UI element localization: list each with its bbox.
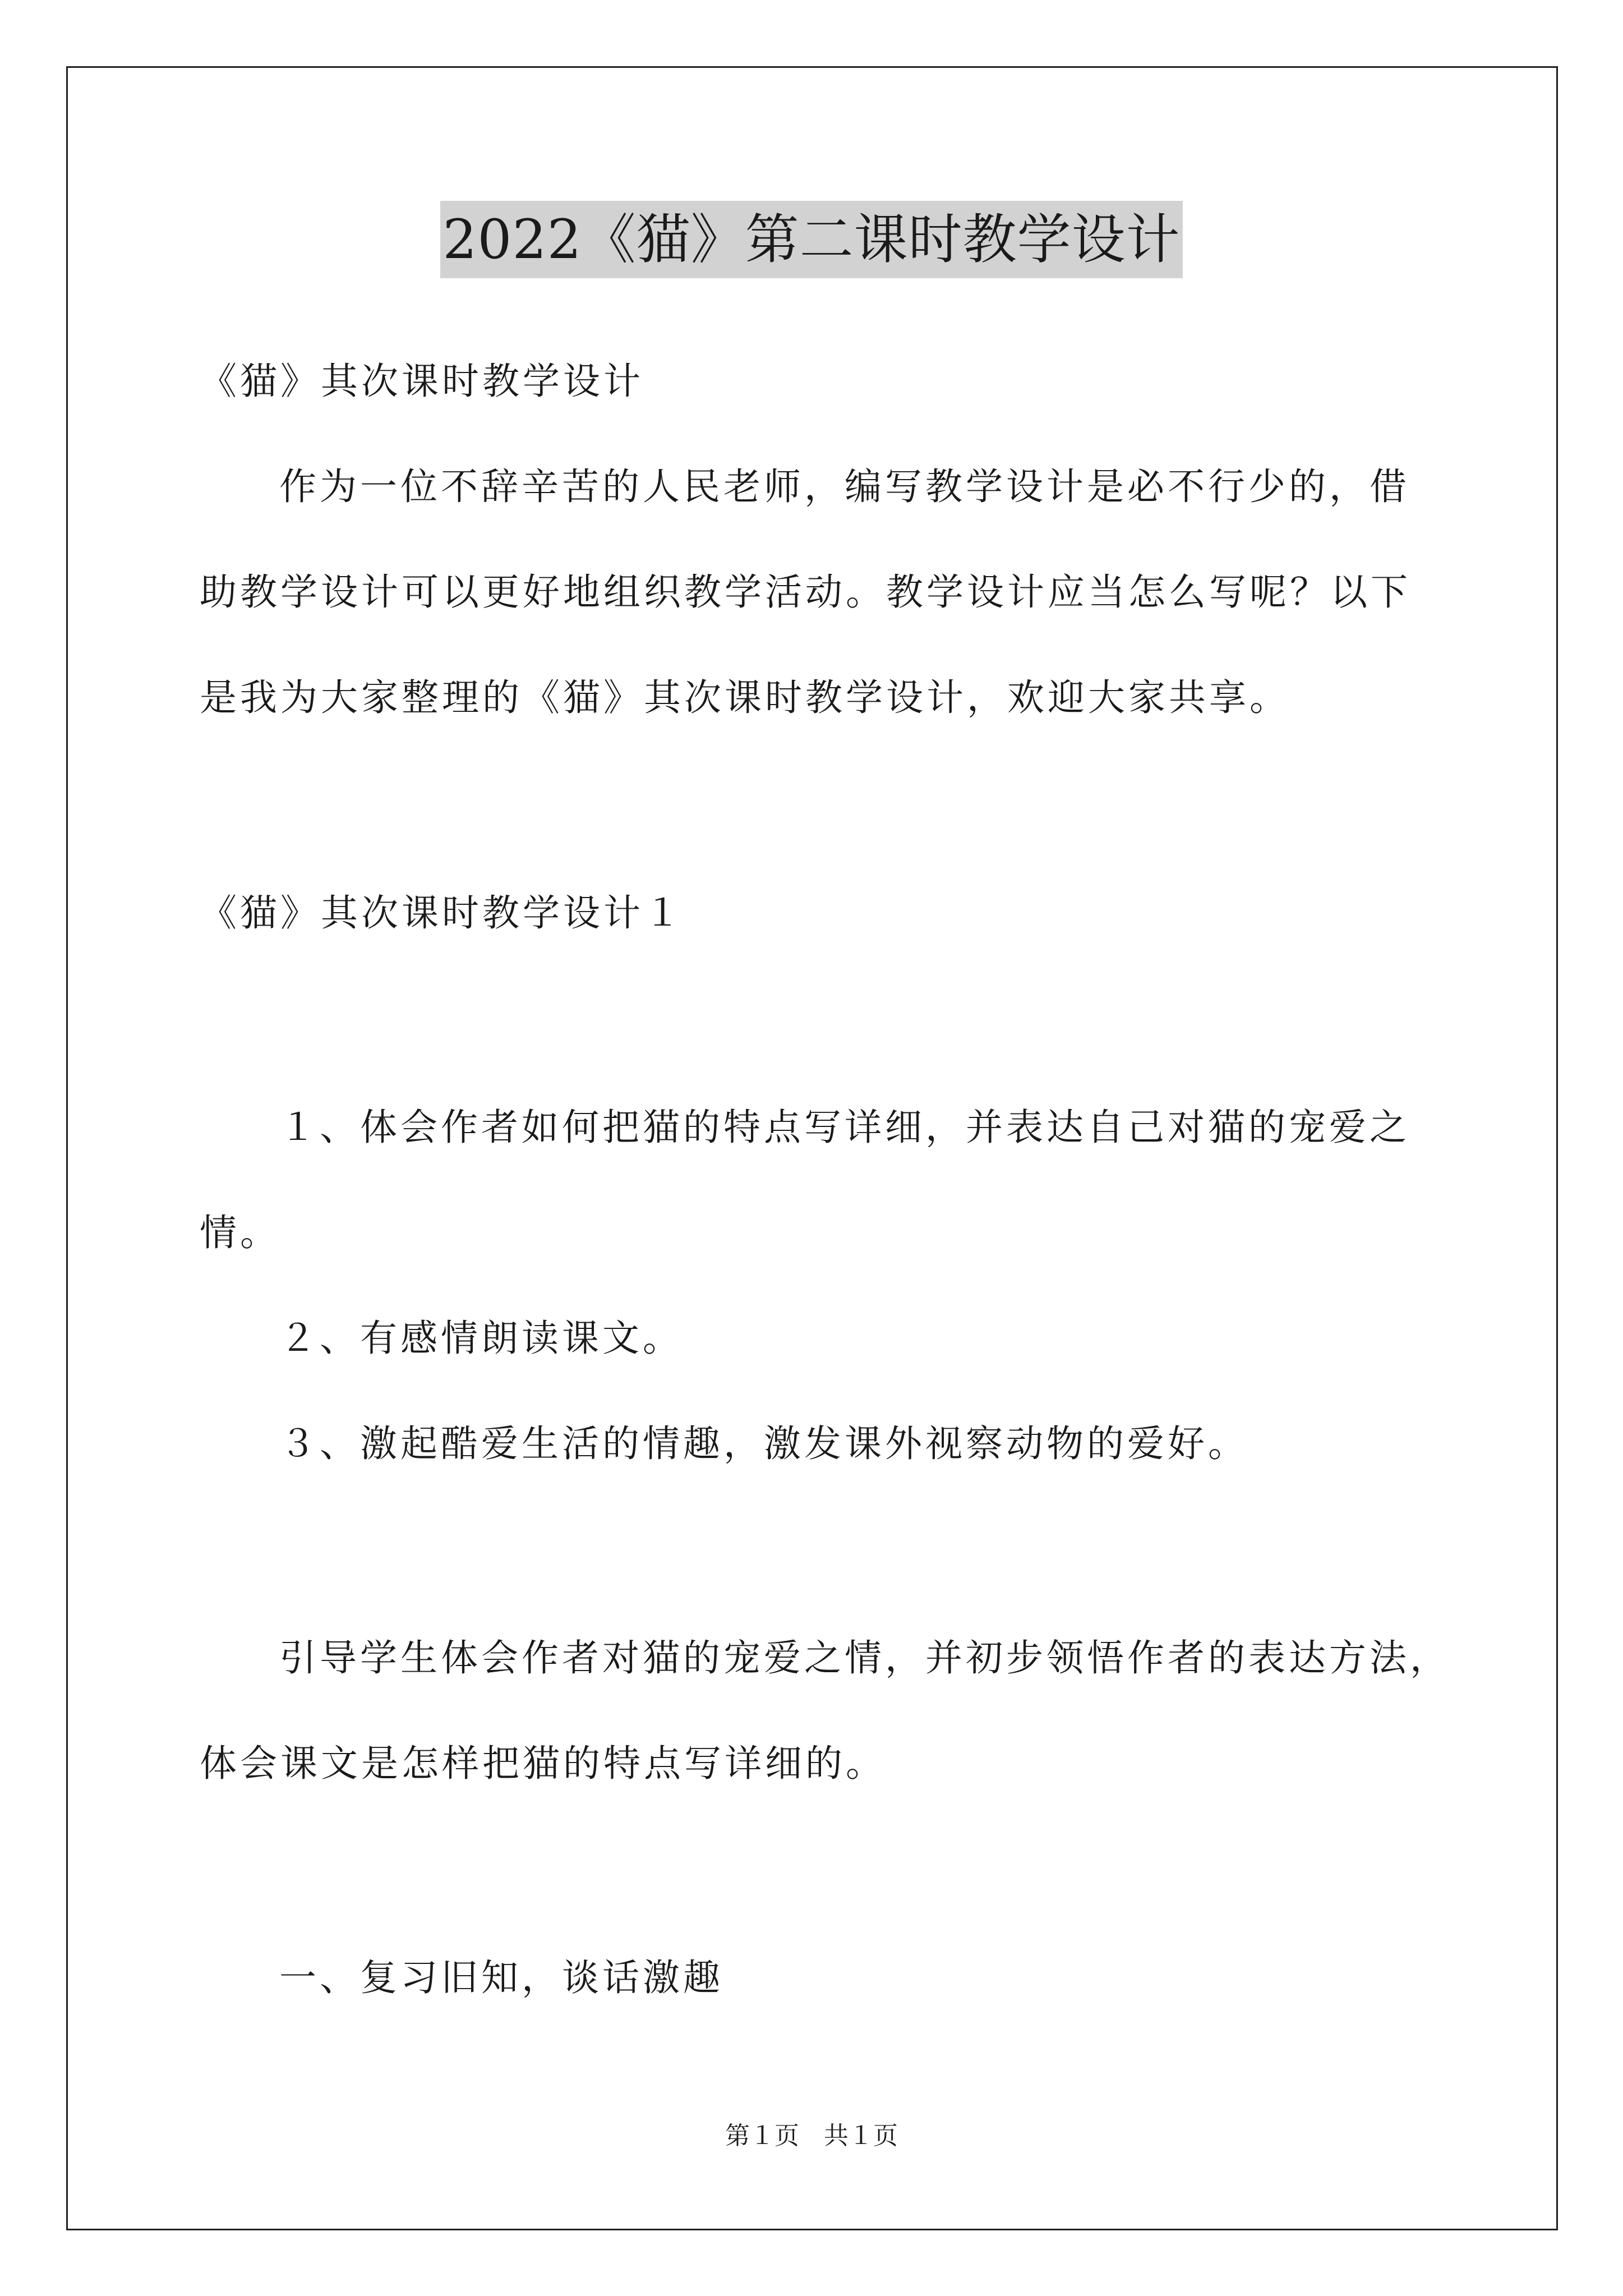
- page-number: 第１页 共１页: [725, 2122, 898, 2150]
- intro-line-2: 助教学设计可以更好地组织教学活动。教学设计应当怎么写呢？以下: [200, 570, 1411, 614]
- document-title: 2022《猫》第二课时教学设计: [440, 201, 1182, 278]
- step-heading: 一、复习旧知，谈话激趣: [279, 1956, 723, 1999]
- title-container: [0, 201, 1623, 278]
- objective-3: ３、激起酷爱生活的情趣，激发课外视察动物的爱好。: [279, 1422, 1248, 1465]
- objective-1-line-1: １、体会作者如何把猫的特点写详细，并表达自己对猫的宠爱之: [279, 1106, 1410, 1149]
- document-subtitle: 《猫》其次课时教学设计: [200, 360, 644, 403]
- intro-line-1: 作为一位不辞辛苦的人民老师，编写教学设计是必不行少的，借: [279, 465, 1410, 508]
- objective-1-line-2: 情。: [200, 1211, 280, 1254]
- focus-line-2: 体会课文是怎样把猫的特点写详细的。: [200, 1742, 886, 1785]
- focus-line-1: 引导学生体会作者对猫的宠爱之情，并初步领悟作者的表达方法，: [279, 1636, 1450, 1680]
- objective-2: ２、有感情朗读课文。: [279, 1317, 683, 1360]
- intro-line-3: 是我为大家整理的《猫》其次课时教学设计，欢迎大家共享。: [200, 676, 1290, 719]
- section-heading: 《猫》其次课时教学设计１: [200, 891, 684, 935]
